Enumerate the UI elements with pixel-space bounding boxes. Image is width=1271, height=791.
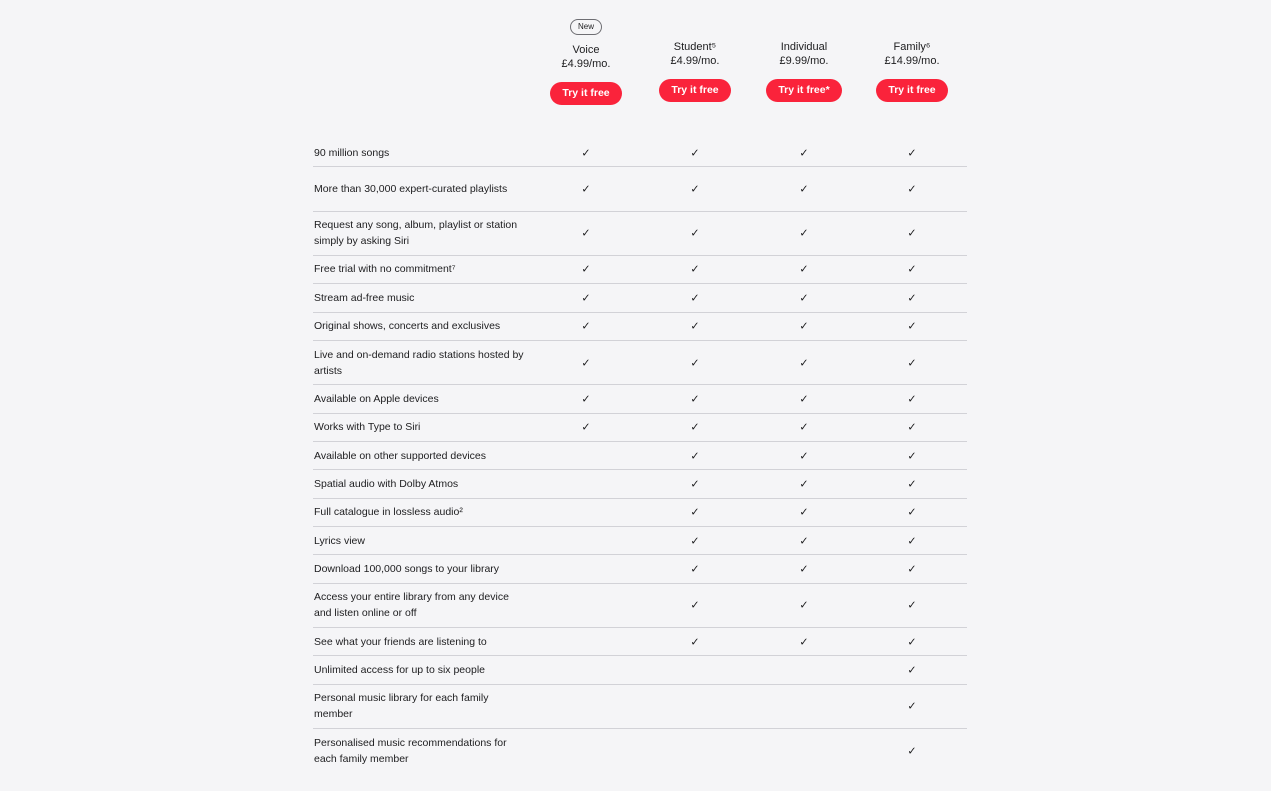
feature-label: Access your entire library from any device and listen online or off xyxy=(314,591,509,620)
feature-row xyxy=(313,555,967,583)
checkmark-icon: ✓ xyxy=(690,478,700,491)
checkmark-icon: ✓ xyxy=(581,292,591,305)
feature-row xyxy=(313,729,967,773)
feature-row xyxy=(313,139,967,167)
plan-price: £9.99/mo. xyxy=(779,55,829,67)
checkmark-icon: ✓ xyxy=(799,421,809,434)
plan-column-voice xyxy=(531,16,641,105)
feature-row xyxy=(313,499,967,527)
checkmark-icon: ✓ xyxy=(907,535,917,548)
checkmark-icon: ✓ xyxy=(907,320,917,333)
feature-label: Spatial audio with Dolby Atmos xyxy=(314,477,459,490)
checkmark-icon: ✓ xyxy=(690,292,700,305)
feature-label: Available on Apple devices xyxy=(314,392,439,405)
checkmark-icon: ✓ xyxy=(799,506,809,519)
new-badge: New xyxy=(570,19,602,35)
checkmark-icon: ✓ xyxy=(907,183,917,196)
checkmark-icon: ✓ xyxy=(799,147,809,160)
checkmark-icon: ✓ xyxy=(907,393,917,406)
checkmark-icon: ✓ xyxy=(799,450,809,463)
badge-spacer xyxy=(640,16,750,40)
plan-column-student xyxy=(640,16,750,102)
checkmark-icon: ✓ xyxy=(799,599,809,612)
checkmark-icon: ✓ xyxy=(690,357,700,370)
checkmark-icon: ✓ xyxy=(799,320,809,333)
feature-row xyxy=(313,167,967,211)
checkmark-icon: ✓ xyxy=(907,700,917,713)
feature-label: Personalised music recommendations for each family member xyxy=(314,737,507,766)
checkmark-icon: ✓ xyxy=(581,227,591,240)
checkmark-icon: ✓ xyxy=(690,421,700,434)
checkmark-icon: ✓ xyxy=(581,393,591,406)
checkmark-icon: ✓ xyxy=(581,421,591,434)
plan-price: £4.99/mo. xyxy=(670,55,720,67)
checkmark-icon: ✓ xyxy=(690,263,700,276)
feature-label: 90 million songs xyxy=(314,146,390,159)
feature-row xyxy=(313,385,967,413)
checkmark-icon: ✓ xyxy=(581,183,591,196)
try-it-free-button-family[interactable]: Try it free xyxy=(876,79,947,102)
feature-label: Live and on-demand radio stations hosted by artists xyxy=(314,348,524,377)
checkmark-icon: ✓ xyxy=(907,506,917,519)
checkmark-icon: ✓ xyxy=(690,535,700,548)
badge-spacer xyxy=(857,16,967,40)
feature-label: More than 30,000 expert-curated playlists xyxy=(314,182,508,195)
feature-row xyxy=(313,284,967,312)
feature-row xyxy=(313,212,967,256)
checkmark-icon: ✓ xyxy=(690,183,700,196)
checkmark-icon: ✓ xyxy=(907,599,917,612)
try-it-free-button-individual[interactable]: Try it free* xyxy=(766,79,841,102)
checkmark-icon: ✓ xyxy=(907,745,917,758)
feature-label: See what your friends are listening to xyxy=(314,635,487,648)
checkmark-icon: ✓ xyxy=(690,599,700,612)
feature-label: Available on other supported devices xyxy=(314,449,487,462)
feature-label: Original shows, concerts and exclusives xyxy=(314,320,501,333)
feature-label: Personal music library for each family member xyxy=(314,692,489,721)
checkmark-icon: ✓ xyxy=(690,227,700,240)
checkmark-icon: ✓ xyxy=(907,636,917,649)
feature-row xyxy=(313,584,967,628)
checkmark-icon: ✓ xyxy=(690,147,700,160)
plans-header xyxy=(0,0,1271,130)
checkmark-icon: ✓ xyxy=(581,357,591,370)
checkmark-icon: ✓ xyxy=(799,227,809,240)
plan-name: Student⁵ xyxy=(673,41,717,53)
feature-label: Free trial with no commitment⁷ xyxy=(314,263,456,276)
feature-label: Request any song, album, playlist or station simply by asking Siri xyxy=(314,219,518,248)
plan-column-family xyxy=(857,16,967,102)
checkmark-icon: ✓ xyxy=(907,478,917,491)
checkmark-icon: ✓ xyxy=(907,147,917,160)
plan-price: £4.99/mo. xyxy=(561,58,611,70)
checkmark-icon: ✓ xyxy=(581,147,591,160)
checkmark-icon: ✓ xyxy=(690,393,700,406)
feature-label: Stream ad-free music xyxy=(314,291,415,304)
feature-row xyxy=(313,414,967,442)
checkmark-icon: ✓ xyxy=(799,183,809,196)
checkmark-icon: ✓ xyxy=(907,664,917,677)
feature-row xyxy=(313,341,967,385)
checkmark-icon: ✓ xyxy=(799,393,809,406)
plan-name: Voice xyxy=(572,44,600,56)
plan-name: Individual xyxy=(780,41,828,53)
checkmark-icon: ✓ xyxy=(907,227,917,240)
checkmark-icon: ✓ xyxy=(799,292,809,305)
feature-row xyxy=(313,628,967,656)
feature-label: Lyrics view xyxy=(314,534,365,547)
feature-row xyxy=(313,685,967,729)
feature-row xyxy=(313,256,967,284)
feature-row xyxy=(313,656,967,684)
checkmark-icon: ✓ xyxy=(690,450,700,463)
feature-row xyxy=(313,527,967,555)
checkmark-icon: ✓ xyxy=(690,636,700,649)
checkmark-icon: ✓ xyxy=(907,292,917,305)
plan-name: Family⁶ xyxy=(893,41,931,53)
badge-spacer xyxy=(749,16,859,40)
feature-comparison-table xyxy=(313,139,967,773)
checkmark-icon: ✓ xyxy=(799,478,809,491)
checkmark-icon: ✓ xyxy=(907,421,917,434)
checkmark-icon: ✓ xyxy=(907,263,917,276)
checkmark-icon: ✓ xyxy=(907,357,917,370)
try-it-free-button-voice[interactable]: Try it free xyxy=(550,82,621,105)
feature-row xyxy=(313,442,967,470)
checkmark-icon: ✓ xyxy=(799,263,809,276)
feature-row xyxy=(313,470,967,498)
checkmark-icon: ✓ xyxy=(690,563,700,576)
checkmark-icon: ✓ xyxy=(907,450,917,463)
checkmark-icon: ✓ xyxy=(799,535,809,548)
checkmark-icon: ✓ xyxy=(690,320,700,333)
feature-label: Full catalogue in lossless audio² xyxy=(314,506,463,519)
checkmark-icon: ✓ xyxy=(581,263,591,276)
checkmark-icon: ✓ xyxy=(799,563,809,576)
try-it-free-button-student[interactable]: Try it free xyxy=(659,79,730,102)
checkmark-icon: ✓ xyxy=(581,320,591,333)
feature-label: Unlimited access for up to six people xyxy=(314,664,485,677)
feature-label: Works with Type to Siri xyxy=(314,421,421,434)
checkmark-icon: ✓ xyxy=(799,636,809,649)
checkmark-icon: ✓ xyxy=(907,563,917,576)
feature-row xyxy=(313,313,967,341)
plan-price: £14.99/mo. xyxy=(884,55,940,67)
checkmark-icon: ✓ xyxy=(799,357,809,370)
checkmark-icon: ✓ xyxy=(690,506,700,519)
plan-column-individual xyxy=(749,16,859,102)
feature-label: Download 100,000 songs to your library xyxy=(314,563,500,576)
